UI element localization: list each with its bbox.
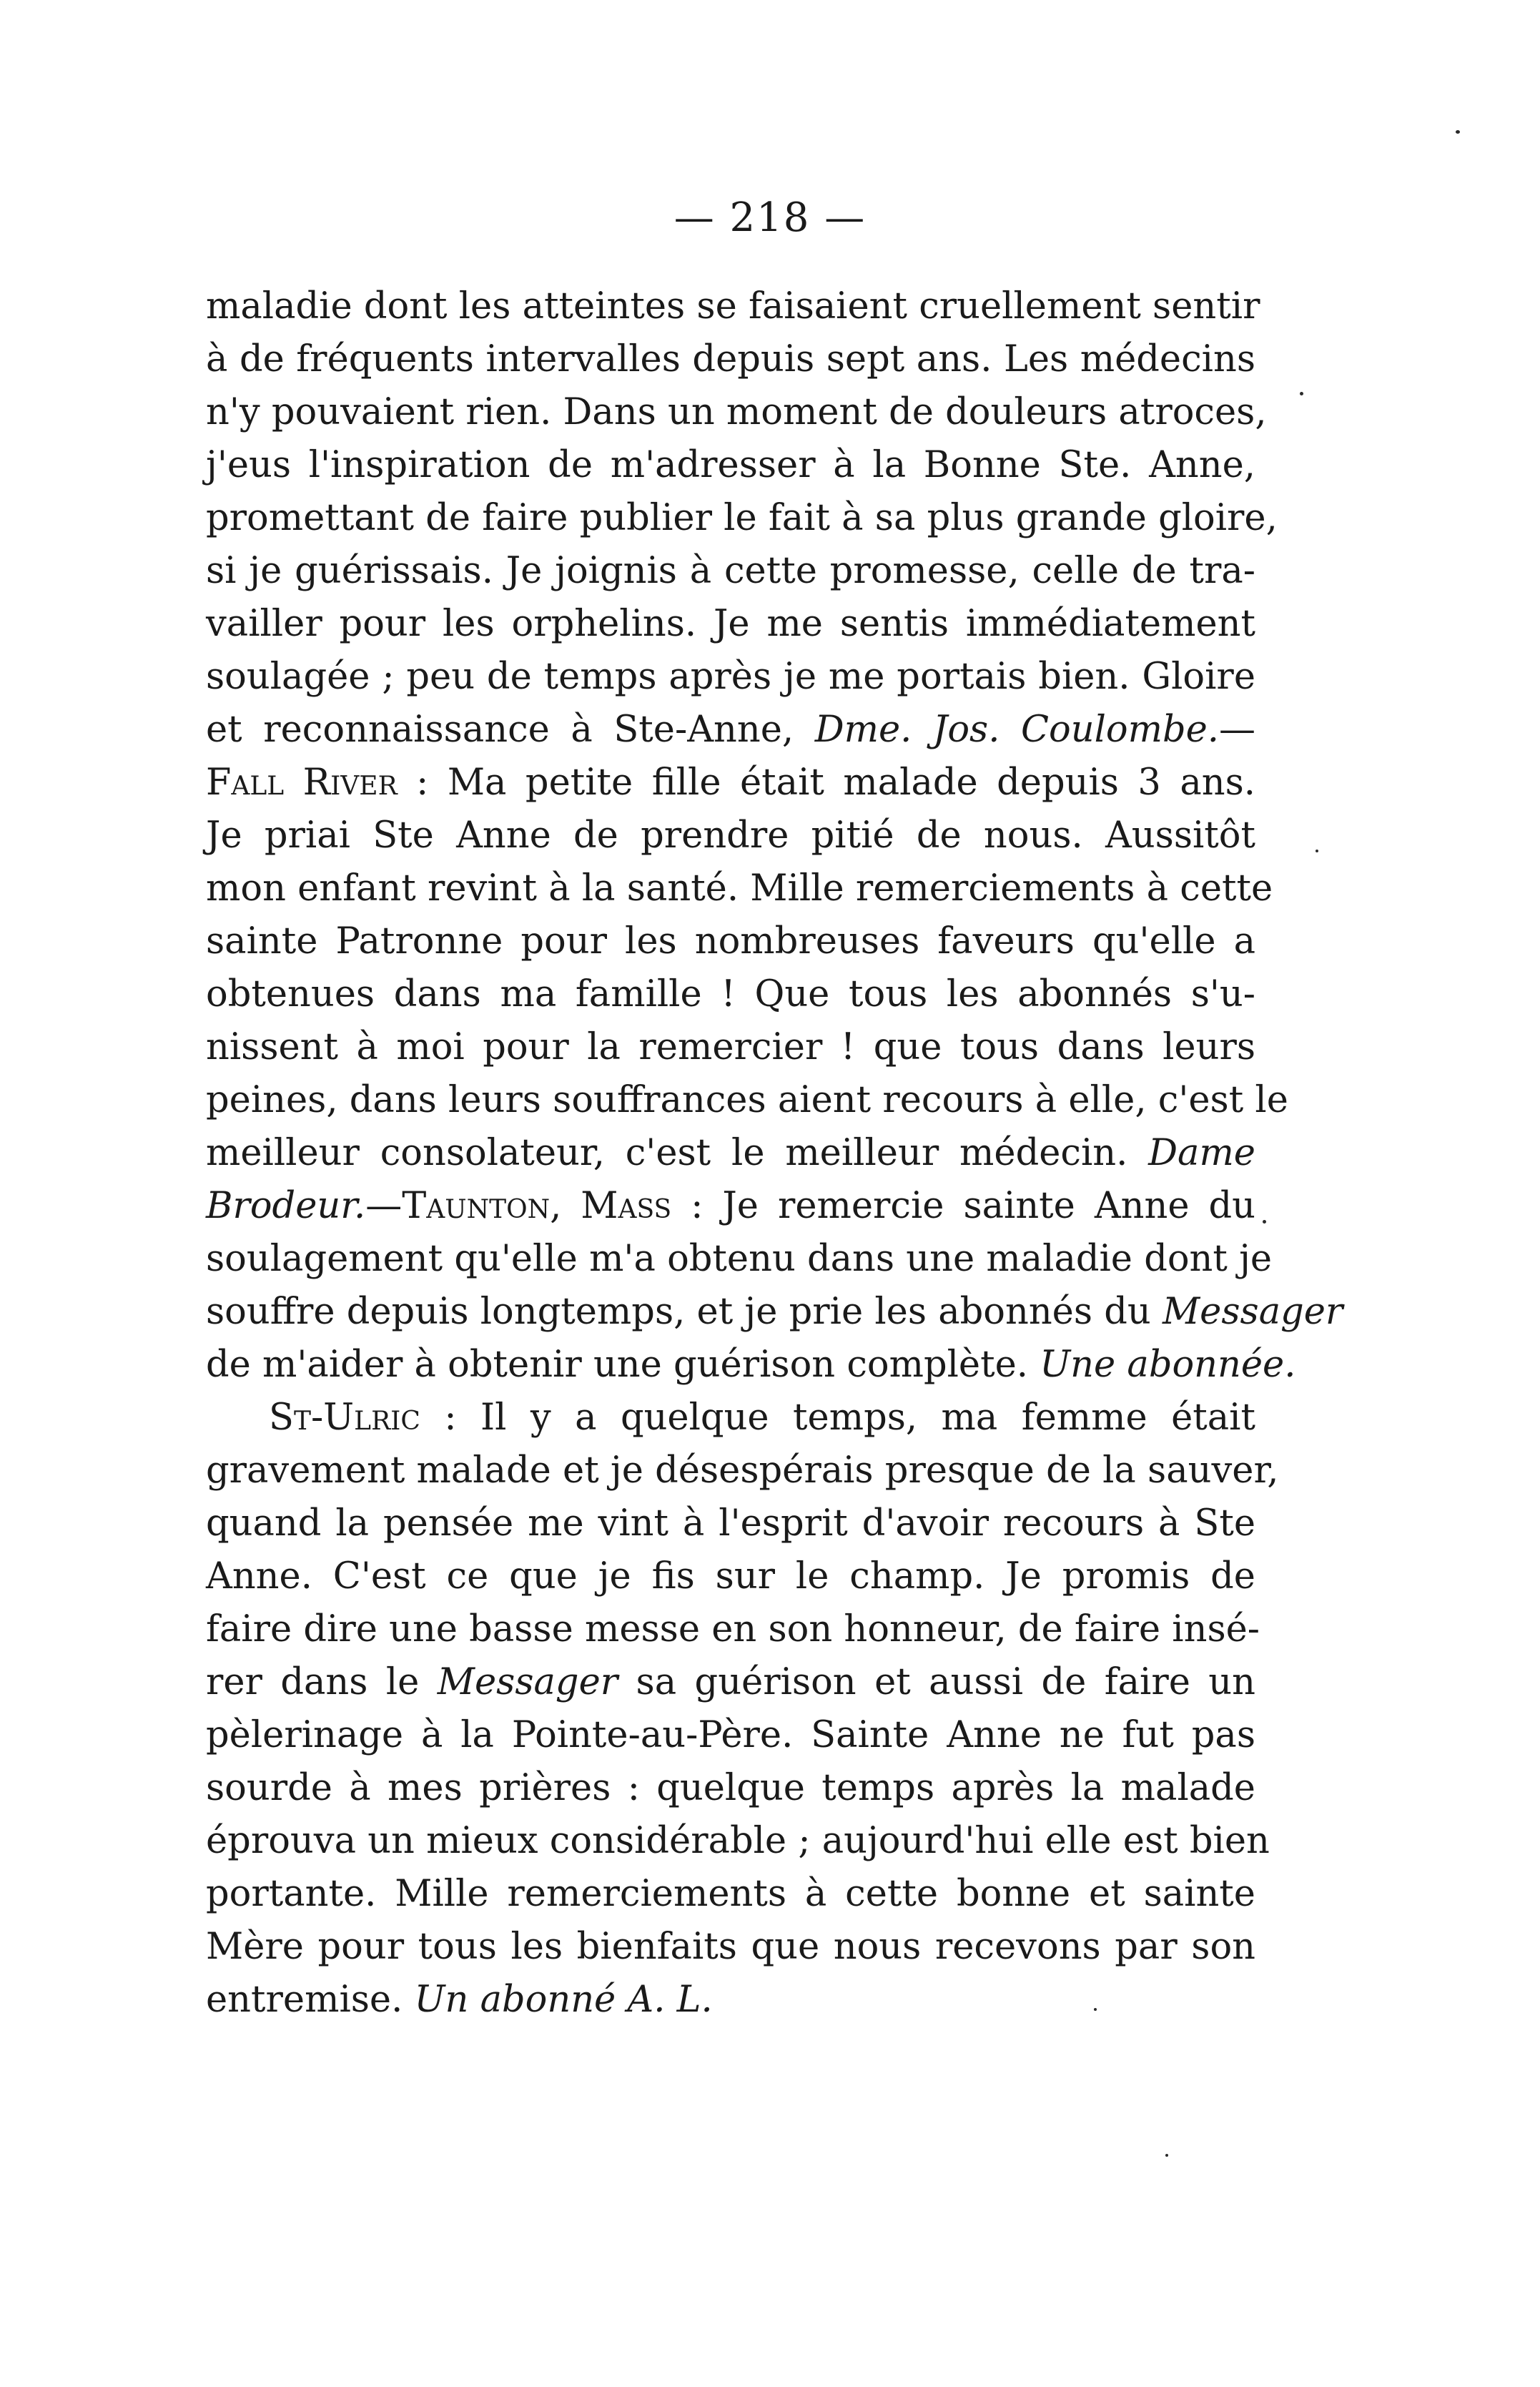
signature-text: Brodeur. — [206, 1185, 366, 1227]
text-line — [206, 598, 1255, 651]
text-line — [206, 1444, 1279, 1497]
line-text: faire dire une basse messe en son honneur, de faire insé- — [206, 1608, 1260, 1650]
text-line — [206, 1339, 1296, 1392]
line-text: n'y pouvaient rien. Dans un moment de douleurs atroces, — [206, 391, 1267, 433]
place-name: St-Ulric — [269, 1397, 420, 1439]
print-speck — [1456, 130, 1460, 134]
text-line — [206, 545, 1255, 598]
line-text: portante. Mille remerciements à cette bonne et sainte — [206, 1873, 1255, 1915]
line-text: gravement malade et je désespérais presque de la sauver, — [206, 1450, 1279, 1492]
text-line — [206, 1550, 1255, 1603]
line-text: : Il y a quelque temps, ma femme était — [420, 1397, 1255, 1439]
text-line — [206, 1656, 1255, 1709]
text-line — [206, 704, 1255, 757]
line-text: Anne. C'est ce que je fis sur le champ. Je promis de — [206, 1555, 1255, 1598]
body-text — [206, 280, 1343, 2027]
signature-text: Dame — [1148, 1132, 1255, 1174]
text-line — [206, 333, 1255, 386]
print-speck — [1094, 2008, 1097, 2011]
text-line — [206, 1974, 1255, 2027]
text-line — [206, 1868, 1255, 1921]
line-text: Je priai Ste Anne de prendre pitié de nous. Aussitôt — [206, 814, 1255, 857]
line-text: à de fréquents intervalles depuis sept ans. Les médecins — [206, 338, 1255, 380]
line-text: entremise. — [206, 1979, 415, 2021]
text-line — [206, 809, 1255, 862]
signature-text: Un abonné A. L. — [414, 1979, 713, 2021]
signature-text: Une abonnée. — [1040, 1344, 1296, 1386]
print-speck — [1316, 850, 1318, 852]
text-line — [206, 439, 1255, 492]
line-text: rer dans le — [206, 1661, 438, 1703]
text-line — [206, 1286, 1343, 1339]
line-text: — — [1218, 709, 1255, 751]
line-text: sourde à mes prières : quelque temps après la malade — [206, 1767, 1255, 1809]
text-line — [206, 1021, 1255, 1074]
paragraph — [206, 1392, 1279, 2027]
line-text: maladie dont les atteintes se faisaient cruellement sentir — [206, 285, 1260, 328]
signature-text: Messager — [437, 1661, 618, 1703]
print-speck — [1300, 392, 1303, 395]
text-line — [206, 968, 1255, 1021]
line-text: souffre depuis longtemps, et je prie les abonnés du — [206, 1291, 1163, 1333]
text-line — [206, 1127, 1255, 1180]
line-text: de m'aider à obtenir une guérison complète. — [206, 1344, 1040, 1386]
text-line — [206, 862, 1273, 915]
line-text: éprouva un mieux considérable ; aujourd'hui elle est bien — [206, 1820, 1270, 1862]
print-speck — [1165, 2154, 1168, 2157]
paragraph — [206, 280, 1343, 1392]
text-line — [206, 651, 1255, 704]
line-text: mon enfant revint à la santé. Mille remerciements à cette — [206, 867, 1273, 910]
text-line — [206, 1709, 1255, 1762]
line-text: j'eus l'inspiration de m'adresser à la Bonne Ste. Anne, — [206, 444, 1255, 486]
line-text: vailler pour les orphelins. Je me sentis immédiatement — [206, 603, 1255, 645]
line-text: soulagée ; peu de temps après je me portais bien. Gloire — [206, 656, 1255, 698]
text-line — [206, 1180, 1255, 1233]
line-text: nissent à moi pour la remercier ! que tous dans leurs — [206, 1026, 1255, 1068]
text-line — [206, 1392, 1255, 1444]
line-text: : Ma petite fille était malade depuis 3 ans. — [397, 762, 1255, 804]
place-name: Fall River — [206, 762, 398, 804]
text-line — [206, 757, 1255, 809]
line-text: meilleur consolateur, c'est le meilleur médecin. — [206, 1132, 1149, 1174]
place-name: Taunton, Mass — [402, 1185, 672, 1227]
text-line — [206, 1074, 1288, 1127]
line-text: Mère pour tous les bienfaits que nous recevons par son — [206, 1926, 1255, 1968]
text-line — [206, 386, 1267, 439]
line-text: : Je remercie sainte Anne du — [671, 1185, 1255, 1227]
line-text: sainte Patronne pour les nombreuses faveurs qu'elle a — [206, 920, 1255, 963]
text-line — [206, 1815, 1270, 1868]
text-line — [206, 1762, 1255, 1815]
line-text: peines, dans leurs souffrances aient recours à elle, c'est le — [206, 1079, 1288, 1121]
line-text: si je guérissais. Je joignis à cette promesse, celle de tra- — [206, 550, 1255, 592]
line-text: obtenues dans ma famille ! Que tous les abonnés s'u- — [206, 973, 1255, 1015]
line-text: — — [365, 1185, 403, 1227]
print-speck — [1263, 1220, 1266, 1224]
page-number: — 218 — — [673, 195, 867, 241]
line-text: promettant de faire publier le fait à sa plus grande gloire, — [206, 497, 1278, 539]
signature-text: Messager — [1162, 1291, 1343, 1333]
text-line — [206, 280, 1260, 333]
text-line — [206, 492, 1278, 545]
text-line — [206, 1497, 1255, 1550]
line-text: quand la pensée me vint à l'esprit d'avoir recours à Ste — [206, 1502, 1255, 1545]
text-line — [206, 1921, 1255, 1974]
line-text: et reconnaissance à Ste-Anne, — [206, 709, 815, 751]
line-text: soulagement qu'elle m'a obtenu dans une maladie dont je — [206, 1238, 1273, 1280]
signature-text: Dme. Jos. Coulombe. — [814, 709, 1219, 751]
line-text: pèlerinage à la Pointe-au-Père. Sainte Anne ne fut pas — [206, 1714, 1255, 1756]
text-line — [206, 915, 1255, 968]
text-line — [206, 1603, 1260, 1656]
line-text: sa guérison et aussi de faire un — [618, 1661, 1256, 1703]
text-line — [206, 1233, 1273, 1286]
